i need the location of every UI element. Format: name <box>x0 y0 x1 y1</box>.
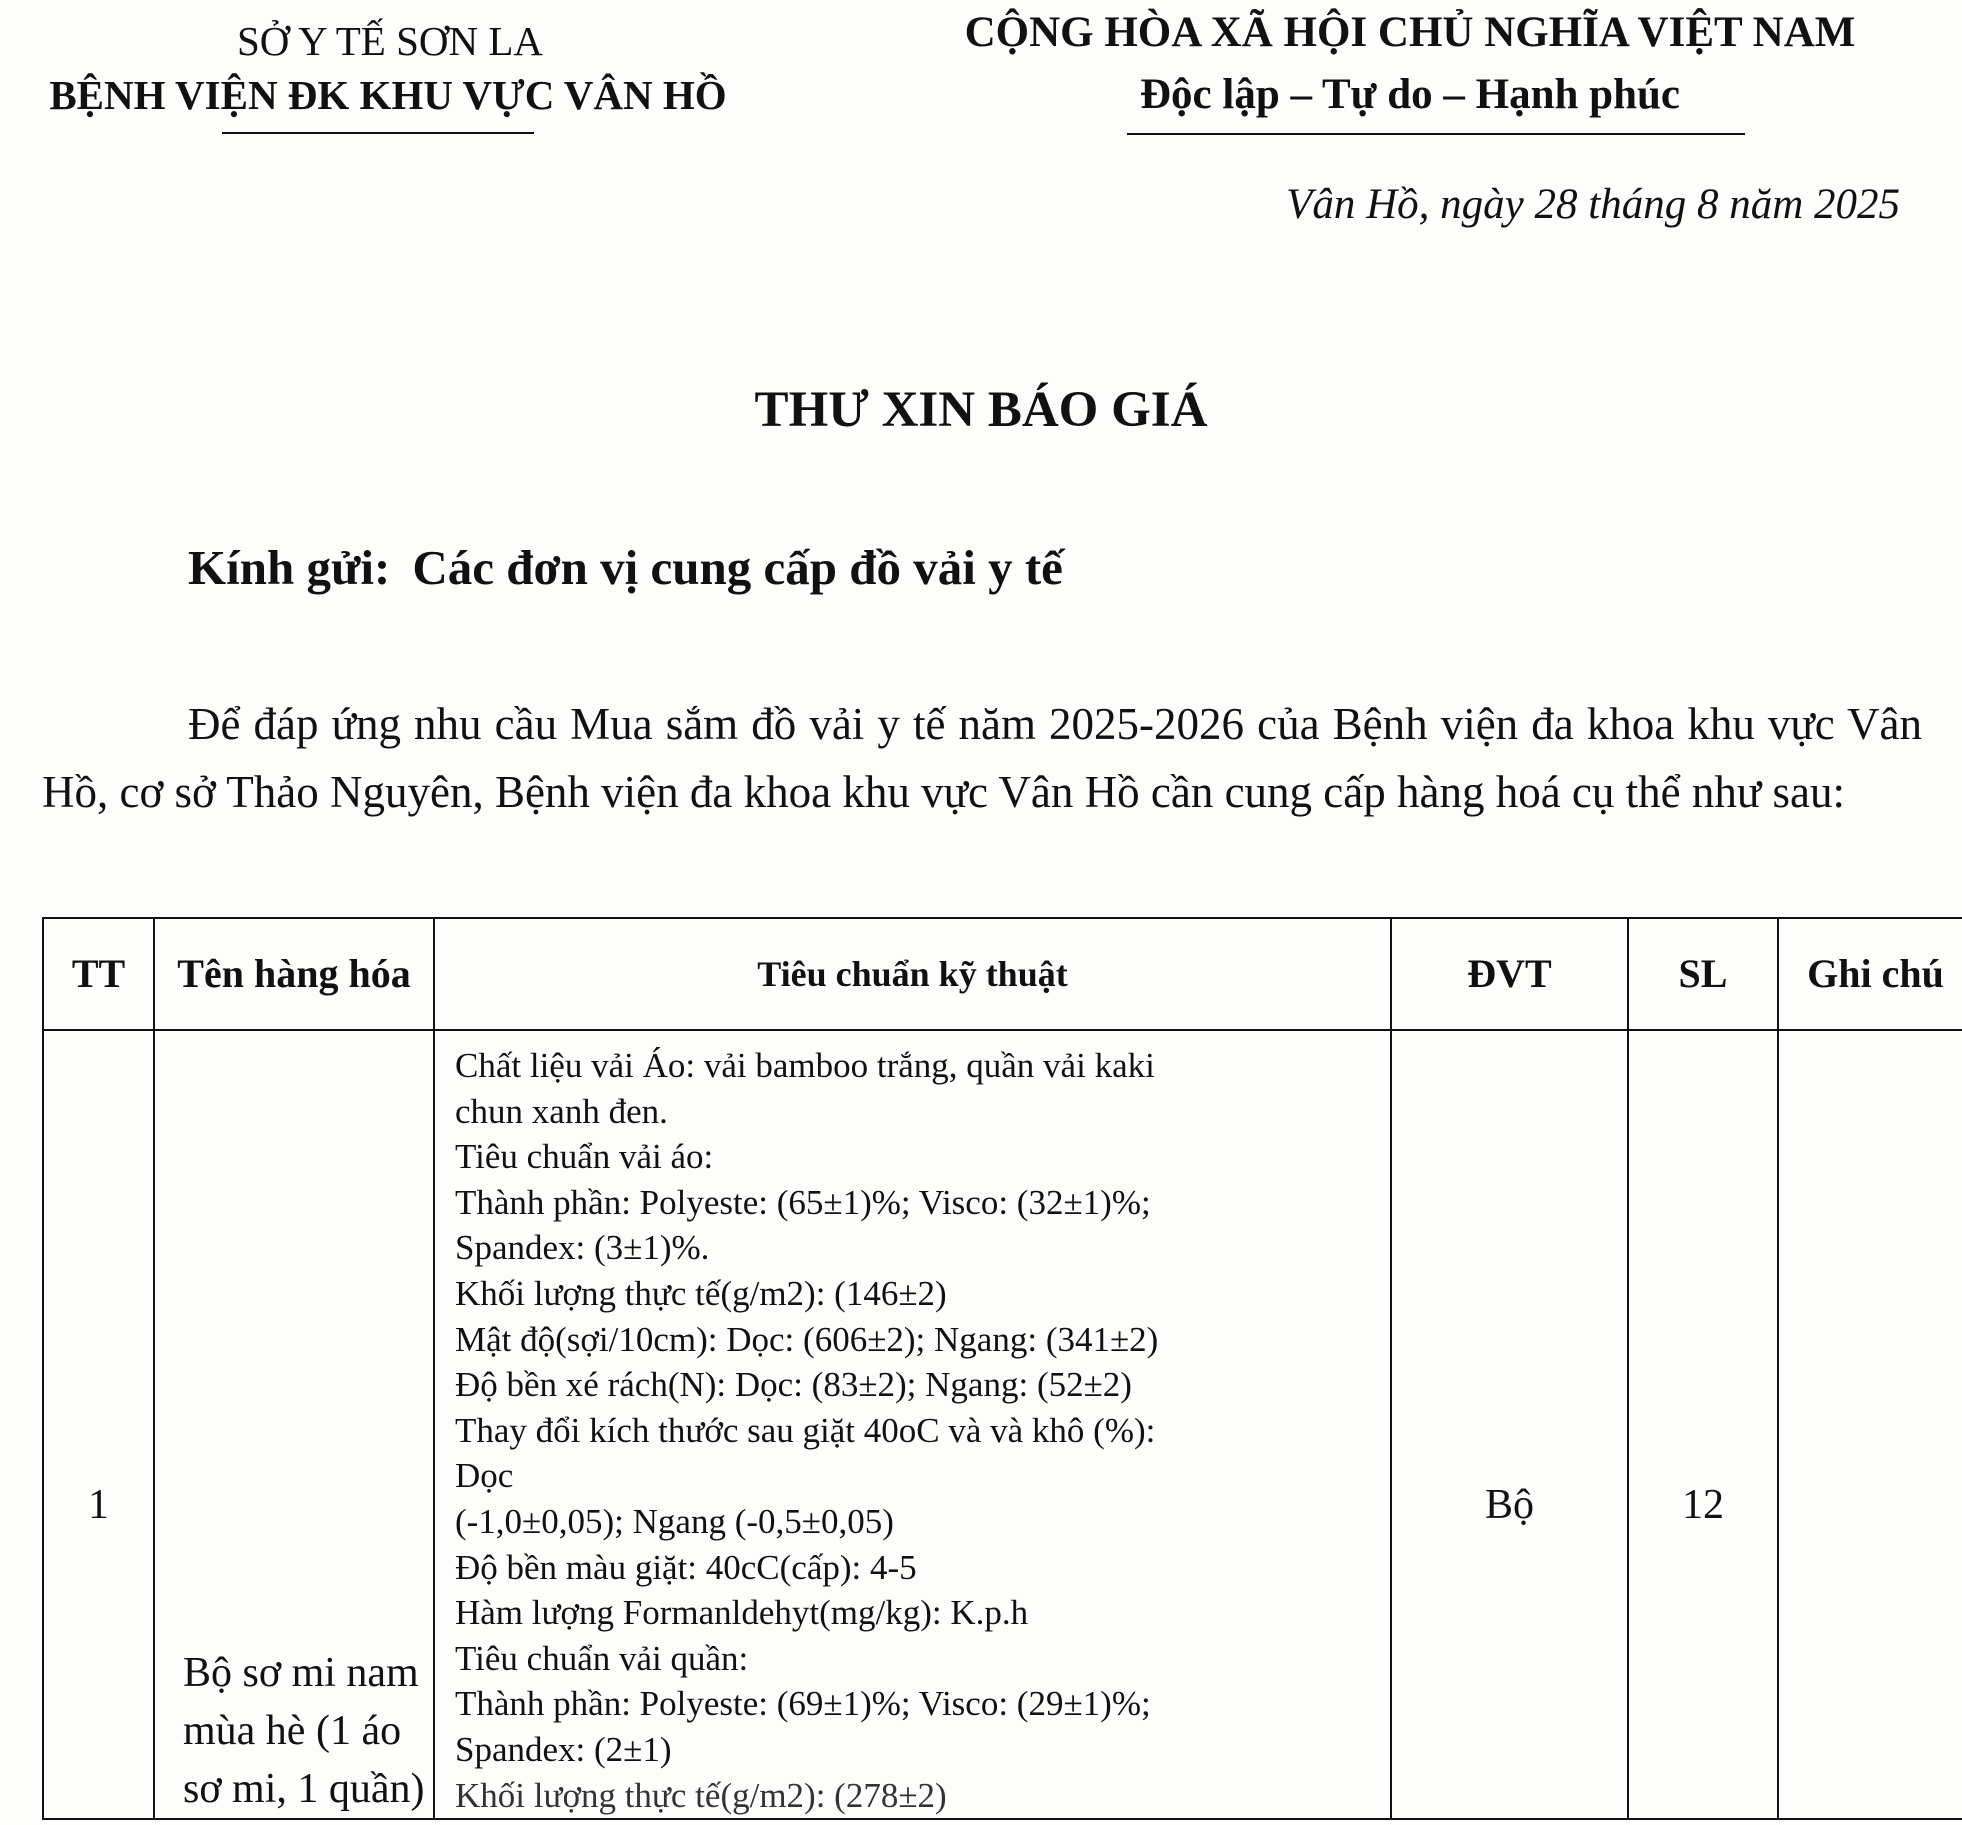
header-note: Ghi chú <box>1778 918 1962 1030</box>
quotation-table <box>42 917 1962 1820</box>
spec-line: Chất liệu vải Áo: vải bamboo trắng, quần vải kaki <box>455 1046 1155 1085</box>
recipient-value: Các đơn vị cung cấp đồ vải y tế <box>412 540 1063 595</box>
recipient-label: Kính gửi: <box>188 540 391 595</box>
national-title: CỘNG HÒA XÃ HỘI CHỦ NGHĨA VIỆT NAM <box>964 9 1856 56</box>
spec-lines <box>455 1043 1380 1818</box>
header-tt: TT <box>43 918 154 1030</box>
spec-line: Khối lượng thực tế(g/m2): (278±2) <box>455 1775 947 1815</box>
spec-line: Tiêu chuẩn vải quần: <box>455 1638 749 1678</box>
date-line: Vân Hồ, ngày 28 tháng 8 năm 2025 <box>1286 181 1900 228</box>
spec-line: Dọc <box>455 1456 514 1496</box>
intro-paragraph: Để đáp ứng nhu cầu Mua sắm đồ vải y tế năm 2025-2026 của Bệnh viện đa khoa khu vực Vân Hồ, cơ sở Thảo Nguyên, Bệnh viện đa khoa khu vực Vân Hồ cần cung cấp hàng hoá cụ thể như sau: <box>42 699 1922 817</box>
document-title: THƯ XIN BÁO GIÁ <box>754 382 1208 438</box>
spec-line: Khối lượng thực tế(g/m2): (146±2) <box>455 1273 947 1313</box>
cell-qty: 12 <box>1628 1030 1778 1819</box>
spec-line: Thành phần: Polyeste: (69±1)%; Visco: (29±1)%; <box>455 1684 1151 1724</box>
spec-line: Thay đổi kích thước sau giặt 40oC và và khô (%): <box>455 1410 1156 1450</box>
issuing-department: SỞ Y TẾ SƠN LA <box>237 18 543 64</box>
spec-line: Spandex: (2±1) <box>455 1729 672 1769</box>
spec-line: Độ bền màu giặt: 40cC(cấp): 4-5 <box>455 1547 917 1587</box>
spec-line: Spandex: (3±1)%. <box>455 1228 710 1268</box>
spec-line: Tiêu chuẩn vải áo: <box>455 1137 714 1177</box>
organization-underline <box>222 132 534 134</box>
motto-underline <box>1127 133 1745 135</box>
header-unit: ĐVT <box>1391 918 1628 1030</box>
header-spec: Tiêu chuẩn kỹ thuật <box>434 918 1391 1030</box>
cell-tt: 1 <box>43 1030 154 1819</box>
spec-line: Thành phần: Polyeste: (65±1)%; Visco: (32±1)%; <box>455 1182 1151 1222</box>
table-header-row <box>43 918 1962 1030</box>
spec-line: (-1,0±0,05); Ngang (-0,5±0,05) <box>455 1501 894 1541</box>
header-qty: SL <box>1628 918 1778 1030</box>
header-name: Tên hàng hóa <box>154 918 434 1030</box>
spec-line: Hàm lượng Formanldehyt(mg/kg): K.p.h <box>455 1593 1029 1633</box>
cell-name: Bộ sơ mi nam mùa hè (1 áo sơ mi, 1 quần) <box>154 1030 434 1819</box>
spec-line: Mật độ(sợi/10cm): Dọc: (606±2); Ngang: (341±2) <box>455 1319 1159 1359</box>
issuing-organization: BỆNH VIỆN ĐK KHU VỰC VÂN HỒ <box>49 72 727 118</box>
cell-unit: Bộ <box>1391 1030 1628 1819</box>
national-motto: Độc lập – Tự do – Hạnh phúc <box>1140 71 1680 118</box>
spec-line: Độ bền xé rách(N): Dọc: (83±2); Ngang: (52±2) <box>455 1365 1132 1405</box>
cell-spec <box>434 1030 1391 1819</box>
spec-line: chun xanh đen. <box>455 1091 668 1131</box>
table-row <box>43 1030 1962 1819</box>
recipient-line <box>188 538 1063 598</box>
cell-note <box>1778 1030 1962 1819</box>
